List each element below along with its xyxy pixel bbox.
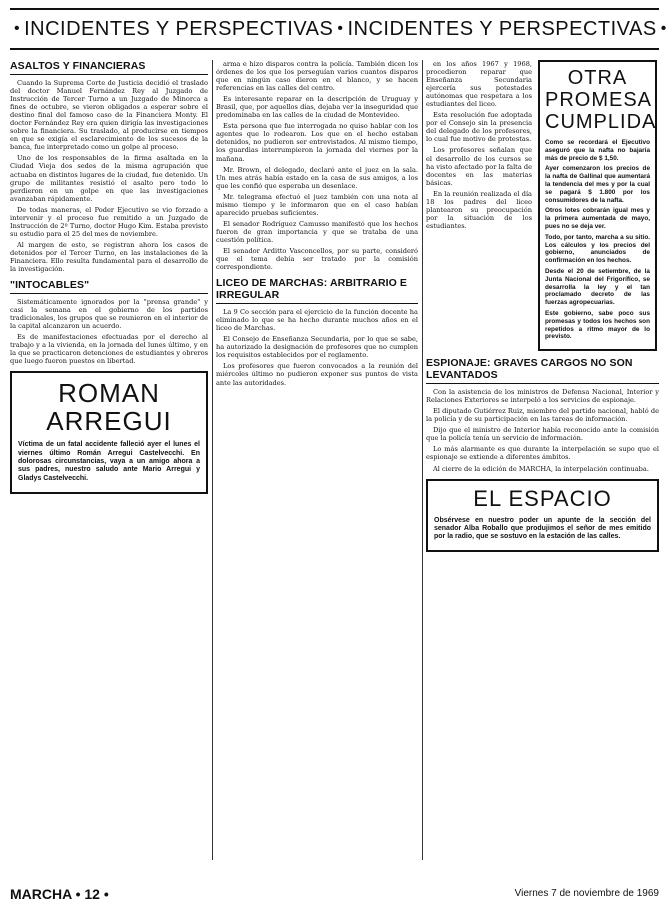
section-title: LICEO DE MARCHAS: ARBITRARIO E IRREGULAR: [216, 277, 418, 304]
column-middle: [216, 60, 418, 902]
space-box: [426, 479, 659, 553]
column-right-top: [426, 60, 659, 351]
obituary-box: [10, 371, 208, 493]
article-paragraph: Cuando la Suprema Corte de Justicia decidió el traslado del doctor Manuel Fernández Rey al Juzgado de Instrucción de Tercer Turno a un Juzgado de Minorca a fines de octubre, se vieron obligados a esperar sobre el destino final del famoso caso de la Financiera Monty. El doctor Fernández Rey era quien dirigía las investigaciones sobre la financiera. Su traslado, al producirse en tiempos en que se exigía el esclarecimiento de los sucesos de la banca, fue interpretado como un golpe al proceso.: [10, 79, 208, 152]
box-text: Como se recordará el Ejecutivo aseguró que la nafta no bajaría más de precio de $ 1,50.: [545, 139, 650, 162]
box-title: ROMAN ARREGUI: [46, 378, 172, 437]
column-right-text: [426, 60, 532, 351]
article-paragraph: El senador Arditto Vasconcellos, por su parte, consideró que el tema debía ser tratado por la comisión correspondiente.: [216, 246, 418, 272]
article-paragraph: Al margen de esto, se registran ahora los casos de detenidos por el Tercer Turno, en las instalaciones de la Financiera. Ello resulta fundamental para el desarrollo de la investigación.: [10, 240, 208, 274]
article-paragraph: Uno de los responsables de la firma asaltada en la Ciudad Vieja dos sedes de la misma agrupación que actuaba en distintos lugares de la ciudad, fue detenido. Un grupo de militantes resistió el asalto pero todo lo perdieron en un golpe en que las investigaciones avanzaban rápidamente.: [10, 154, 208, 203]
article-paragraph: Es de manifestaciones efectuadas por el derecho al trabajo y a la vivienda, en la jornada del lunes último, y en la que se practicaron detenciones de estudiantes y obreros que luego fueron puestos en libertad.: [10, 333, 208, 366]
article-paragraph: En la reunión realizada el día 18 los padres del liceo plantearon su preocupación por la situación de los estudiantes.: [426, 189, 532, 230]
masthead-title-left: INCIDENTES Y PERSPECTIVAS: [24, 17, 334, 40]
promise-box: [538, 60, 657, 351]
newspaper-page: [10, 8, 667, 904]
article-paragraph: Con la asistencia de los ministros de Defensa Nacional, Interior y Relaciones Exteriores se interpeló a los servicios de espionaje.: [426, 388, 659, 405]
box-text: Otros lotes cobrarán igual mes y la primera aumentada de mayo, pues no se deja ver.: [545, 207, 650, 230]
article-paragraph: Al cierre de la edición de MARCHA, la interpelación continuaba.: [433, 464, 649, 473]
article-paragraph: Dijo que el ministro de Interior había reconocido ante la comisión que la policía tenía un servicio de información.: [426, 426, 659, 443]
article-paragraph: Lo más alarmante es que durante la interpelación se supo que el espionaje se extiende a diferentes ámbitos.: [426, 445, 659, 462]
article-paragraph: arma e hizo disparos contra la policía. También dicen los órdenes de los que los perseguían varios cuantos disparos que en ningún caso dieron en el blanco, y se hacen referencias en las calles del centro.: [216, 60, 418, 93]
article-paragraph: El Consejo de Enseñanza Secundaria, por lo que se sabe, ha autorizado la designación de profesores que no cumplen los requisitos establecidos por el reglamento.: [216, 335, 418, 360]
box-text: Ayer comenzaron los precios de la nafta de Gallinal que aumentará la tendencia del mes y por la cual se pagará $ 1.800 por los consumidores de la nafta.: [545, 165, 650, 204]
article-paragraph: Esta persona que fue interrogada no quiso hablar con los agentes que lo rodearon. Los que en el hecho estaban detenidos, no pudieron ser entrevistados. Al mismo tiempo, los guardias interrumpieron la jornada del viernes por la mañana.: [216, 122, 418, 163]
section-title: ASALTOS Y FINANCIERAS: [10, 60, 208, 75]
column-divider: [422, 60, 423, 860]
article-paragraph: De todas maneras, el Poder Ejecutivo se vio forzado a intervenir y el proceso fue remitido a un Juzgado de Instrucción de 2º Turno, doctor Hugo Kim. Estaba previsto su estudio para el 25 del mes de noviembre.: [10, 205, 208, 238]
box-text: Este gobierno, sabe poco sus promesas y todos los hechos son repetidos a ritmo mayor de lo previsto.: [545, 309, 650, 341]
box-text: Todo, por tanto, marcha a su sitio. Los cálculos y los precios del gobierno, anunciados de confirmación en los hechos.: [545, 233, 650, 265]
footer-date: Viernes 7 de noviembre de 1969: [514, 888, 659, 899]
box-title: EL ESPACIO: [473, 485, 612, 511]
masthead: • INCIDENTES Y PERSPECTIVAS • INCIDENTES Y PERSPECTIVAS •: [10, 8, 659, 50]
article-paragraph: Los profesores señalan que el desarrollo de los cursos se ha visto afectado por la falta de docentes en las materias básicas.: [426, 146, 532, 187]
box-text: Víctima de un fatal accidente falleció ayer el lunes el viernes último Román Arregui Castelvecchi. En dolorosas circunstancias, vaya a un amigo ahora a sus padres, nuestro saludo ante Mario Arregui y Gladys Castelvecchi.: [18, 441, 200, 482]
section-title: ESPIONAJE: GRAVES CARGOS NO SON LEVANTADOS: [426, 357, 659, 384]
column-right: [426, 60, 659, 902]
column-divider: [212, 60, 213, 860]
article-paragraph: La 9 Co sección para el ejercicio de la función docente ha eliminado lo que se ha hecho durante muchos años en el liceo de Marchas.: [216, 308, 418, 333]
box-text: Desde el 20 de setiembre, de la Junta Nacional del Frigorífico, se desarrolla la ley y el tan proclamado decreto de las fuerzas agropecuarias.: [545, 267, 650, 307]
article-paragraph: Los profesores que fueron convocados a la reunión del miércoles último no pudieron exponer sus puntos de vista ante las autoridades.: [216, 362, 418, 387]
article-paragraph: Mr. Brown, el delegado, declaró ante el juez en la sala. Un mes atrás había estado en la casa de sus amigos, a los que les confió que esperaba un desenlace.: [216, 165, 418, 190]
article-paragraph: Es interesante reparar en la descripción de Uruguay y Brasil, que, por aquellos días, dejaba ver la inseguridad que predominaba en las calles de la ciudad de Montevideo.: [216, 95, 418, 120]
article-paragraph: Mr. telegrama efectuó el juez también con una nota al mismo tiempo y le informaron que en el caso habían aparecido pruebas suficientes.: [216, 192, 418, 217]
footer-publication: MARCHA • 12 •: [10, 886, 109, 902]
box-title: OTRA PROMESA CUMPLIDA: [545, 67, 657, 133]
section-title: "INTOCABLES": [10, 279, 208, 294]
box-text: Obsérvese en nuestro poder un apunte de la sección del senador Alba Roballo que produjimos el señor de mes emitido por la radio, que se sostuvo en la estación de las calles.: [434, 516, 651, 541]
masthead-title-right: INCIDENTES Y PERSPECTIVAS: [347, 17, 657, 40]
article-paragraph: en los años 1967 y 1968, procedieron reparar que Enseñanza Secundaria ejercería sus potestades autónomas que respetara a los estudiantes del liceo.: [426, 60, 532, 109]
column-left: [10, 60, 208, 902]
article-paragraph: Esta resolución fue adoptada por el Consejo sin la presencia del delegado de los profesores, lo cual fue motivo de protestas.: [426, 111, 532, 144]
article-paragraph: El diputado Gutiérrez Ruiz, miembro del partido nacional, habló de la policía y de su participación en las tareas de información.: [426, 407, 659, 424]
article-paragraph: Sistemáticamente ignorados por la "prensa grande" y casi la semana en el gobierno de los partidos tradicionales, los grupos que se reunieron en el interior de la capital alcanzaron un acuerdo.: [10, 298, 208, 331]
article-paragraph: El senador Rodríguez Camusso manifestó que los hechos fueron de gran importancia y que se trataba de una cuestión política.: [216, 219, 418, 244]
